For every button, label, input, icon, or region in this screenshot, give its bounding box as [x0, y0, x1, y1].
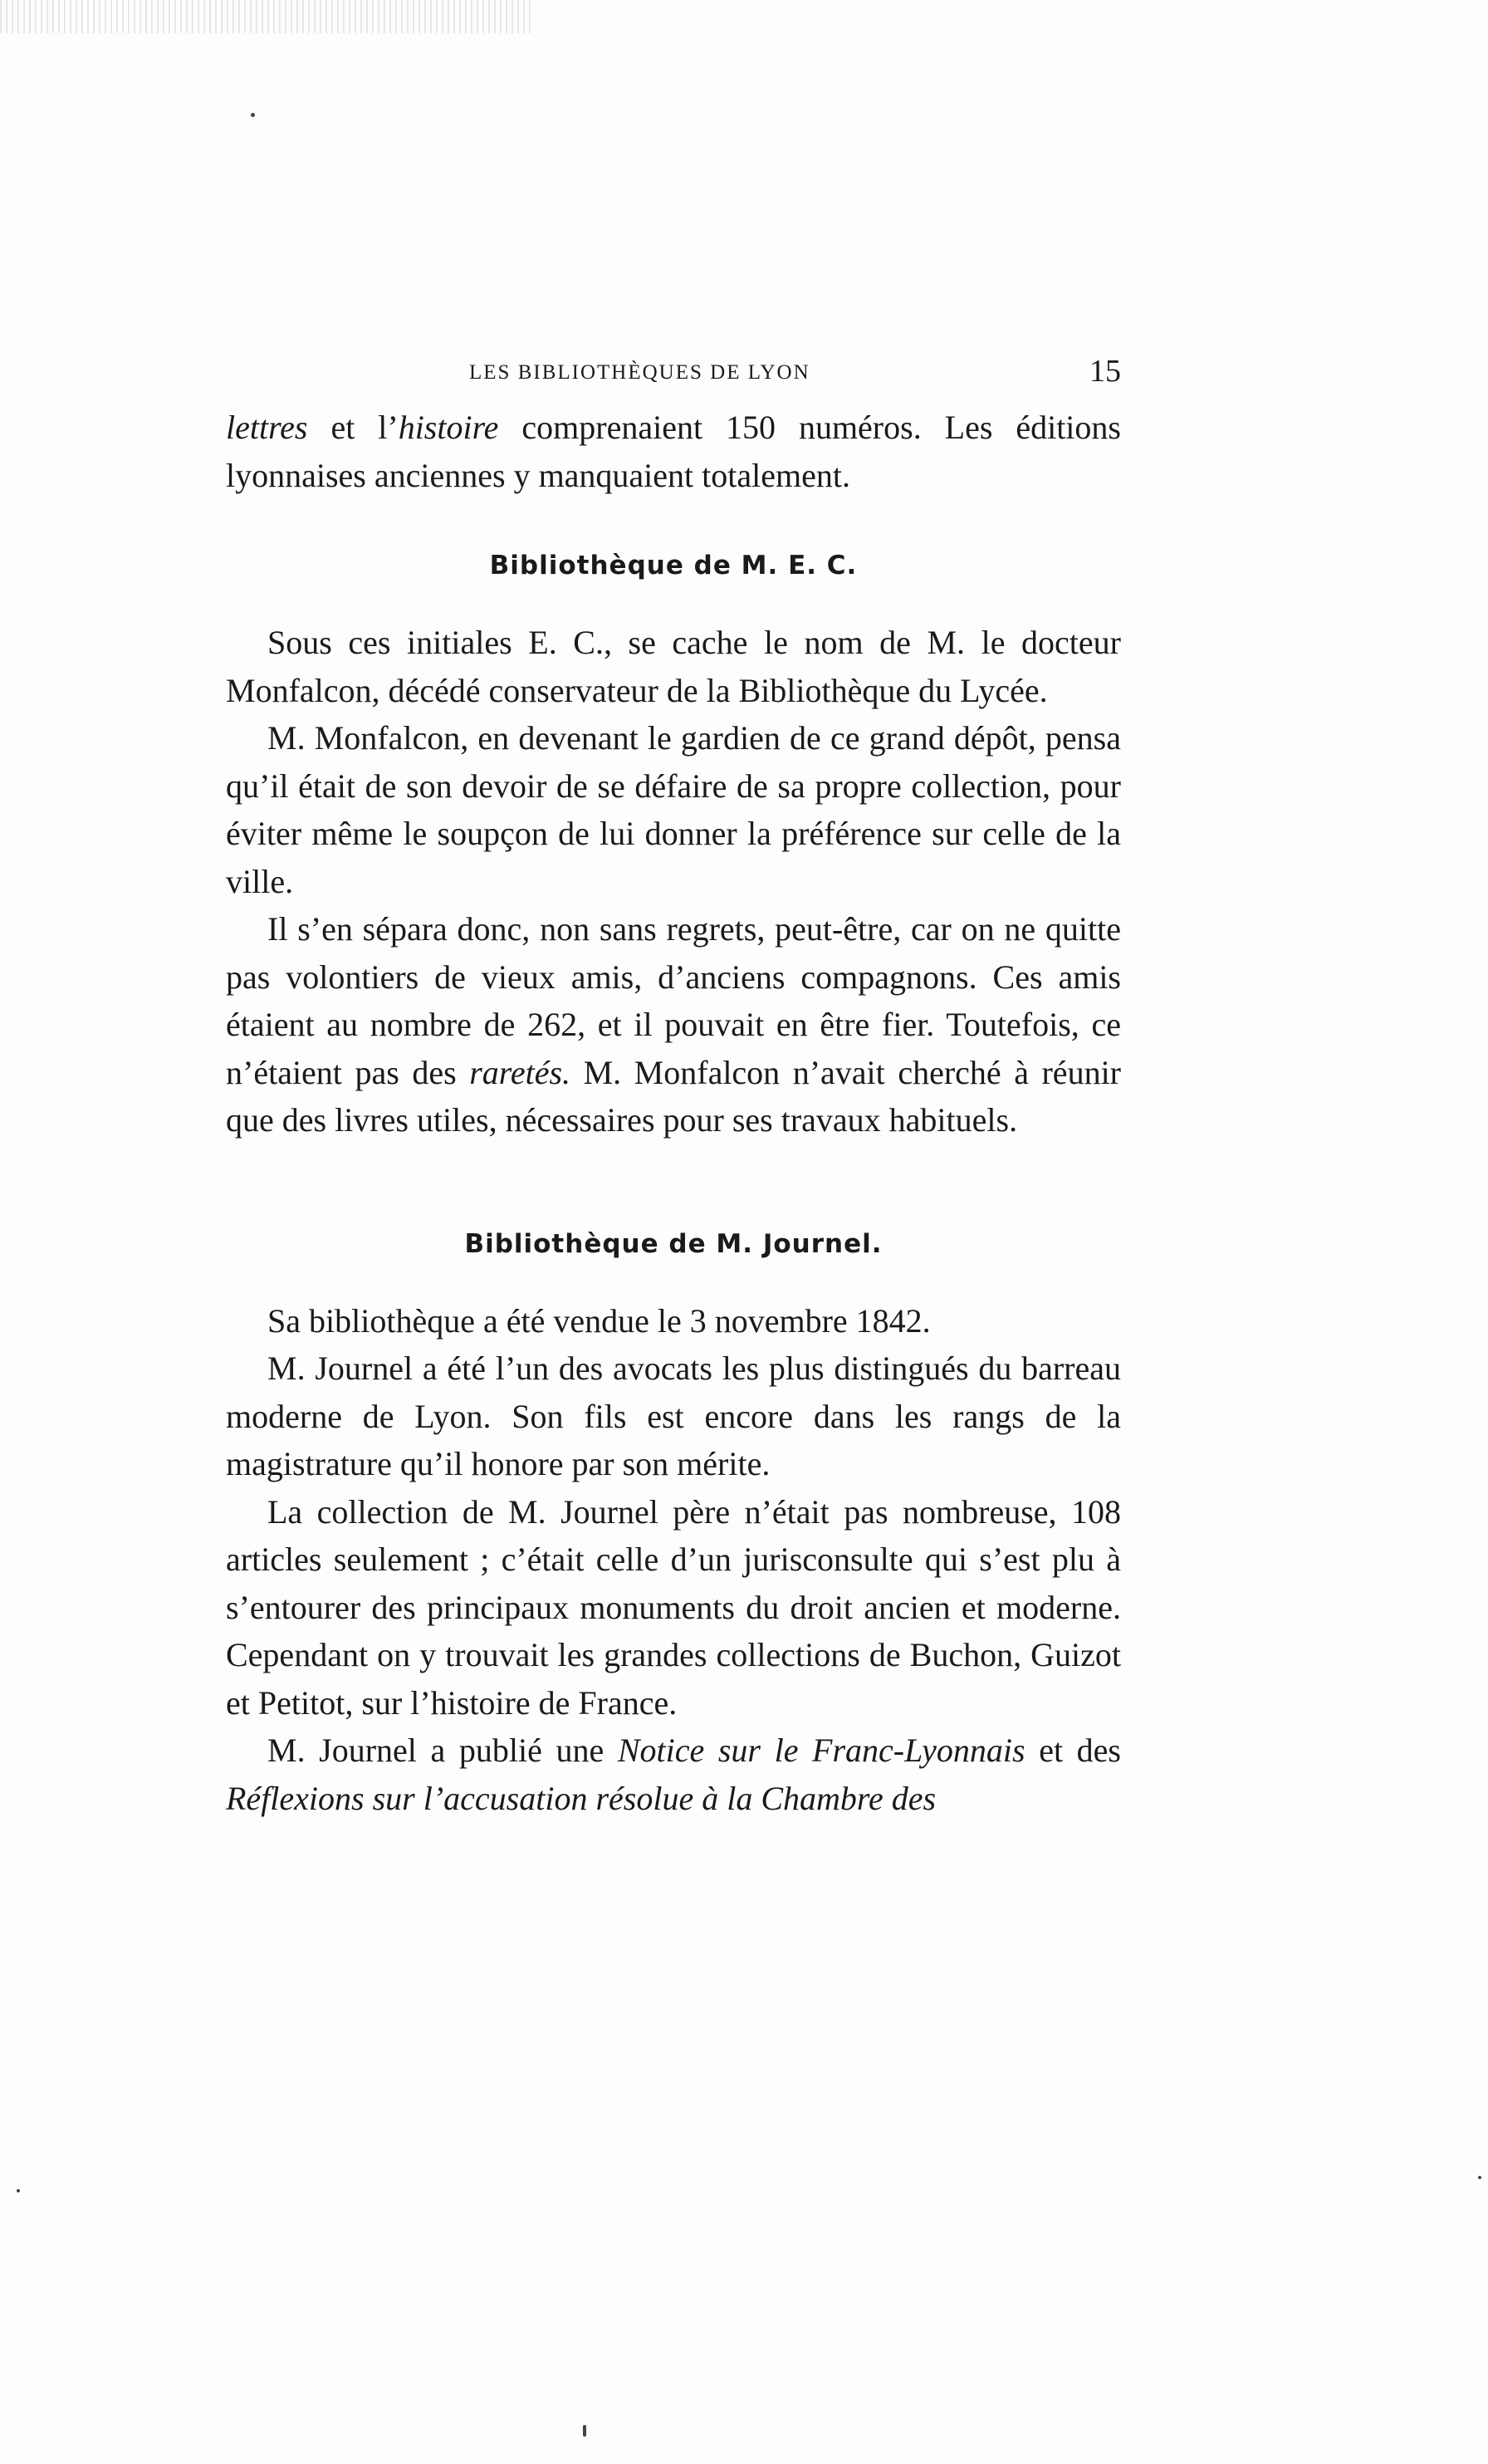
page-number: 15: [1089, 354, 1121, 389]
italic-text: raretés.: [469, 1053, 571, 1091]
section-heading: Bibliothèque de M. E. C.: [489, 551, 858, 580]
page-header: [226, 353, 1121, 394]
running-head: LES BIBLIOTHÈQUES DE LYON: [469, 361, 810, 384]
paragraph: Sous ces initiales E. C., se cache le nom de M. le docteur Monfalcon, décédé conservateur de la Bibliothèque du Lycée.: [226, 624, 1121, 709]
paragraph: Sa bibliothèque a été vendue le 3 novembre 1842.: [267, 1301, 931, 1340]
paragraph: Il s’en sépara donc, non sans regrets, peut-être, car on ne quitte pas volontiers de vieux amis, d’anciens compagnons. Ces amis étaient au nombre de 262, et il pouvait en être fier. Toutefois, ce n’étaient pas des raretés. M. Monfalcon n’avait cherché à réunir que des livres utiles, nécessaires pour ses travaux habituels.: [226, 910, 1121, 1139]
scan-noise: [0, 0, 531, 33]
italic-text: lettres: [226, 409, 308, 446]
scan-speck: [1478, 2176, 1481, 2179]
paragraph-intro: lettres et l’histoire comprenaient 150 numéros. Les éditions lyonnaises anciennes y manquaient totalement.: [226, 409, 1121, 494]
italic-text: Réflexions sur l’accusation résolue à la Chambre des: [226, 1779, 937, 1817]
section-heading: Bibliothèque de M. Journel.: [464, 1228, 883, 1259]
scan-speck: [251, 113, 255, 117]
italic-text: Notice sur le Franc-Lyonnais: [617, 1732, 1025, 1769]
paragraph: M. Journel a été l’un des avocats les plus distingués du barreau moderne de Lyon. Son fils est encore dans les rangs de la magistrature qu’il honore par son mérite.: [226, 1350, 1121, 1482]
paragraph: La collection de M. Journel père n’était pas nombreuse, 108 articles seulement ; c’était celle d’un jurisconsulte qui s’est plu à s’entourer des principaux monuments du droit ancien et moderne. Cependant on y trouvait les grandes collections de Buchon, Guizot et Petitot, sur l’histoire de France.: [226, 1492, 1121, 1722]
paragraph: M. Journel a publié une Notice sur le Franc-Lyonnais et des Réflexions sur l’accusation résolue à la Chambre des: [226, 1732, 1121, 1817]
italic-text: histoire: [398, 409, 499, 446]
scan-speck: [17, 2189, 20, 2192]
body-text: [226, 404, 1121, 1822]
scan-speck: [583, 2425, 586, 2437]
paragraph: M. Monfalcon, en devenant le gardien de ce grand dépôt, pensa qu’il était de son devoir de se défaire de sa propre collection, pour éviter même le soupçon de lui donner la préférence sur celle de la ville.: [226, 719, 1121, 900]
